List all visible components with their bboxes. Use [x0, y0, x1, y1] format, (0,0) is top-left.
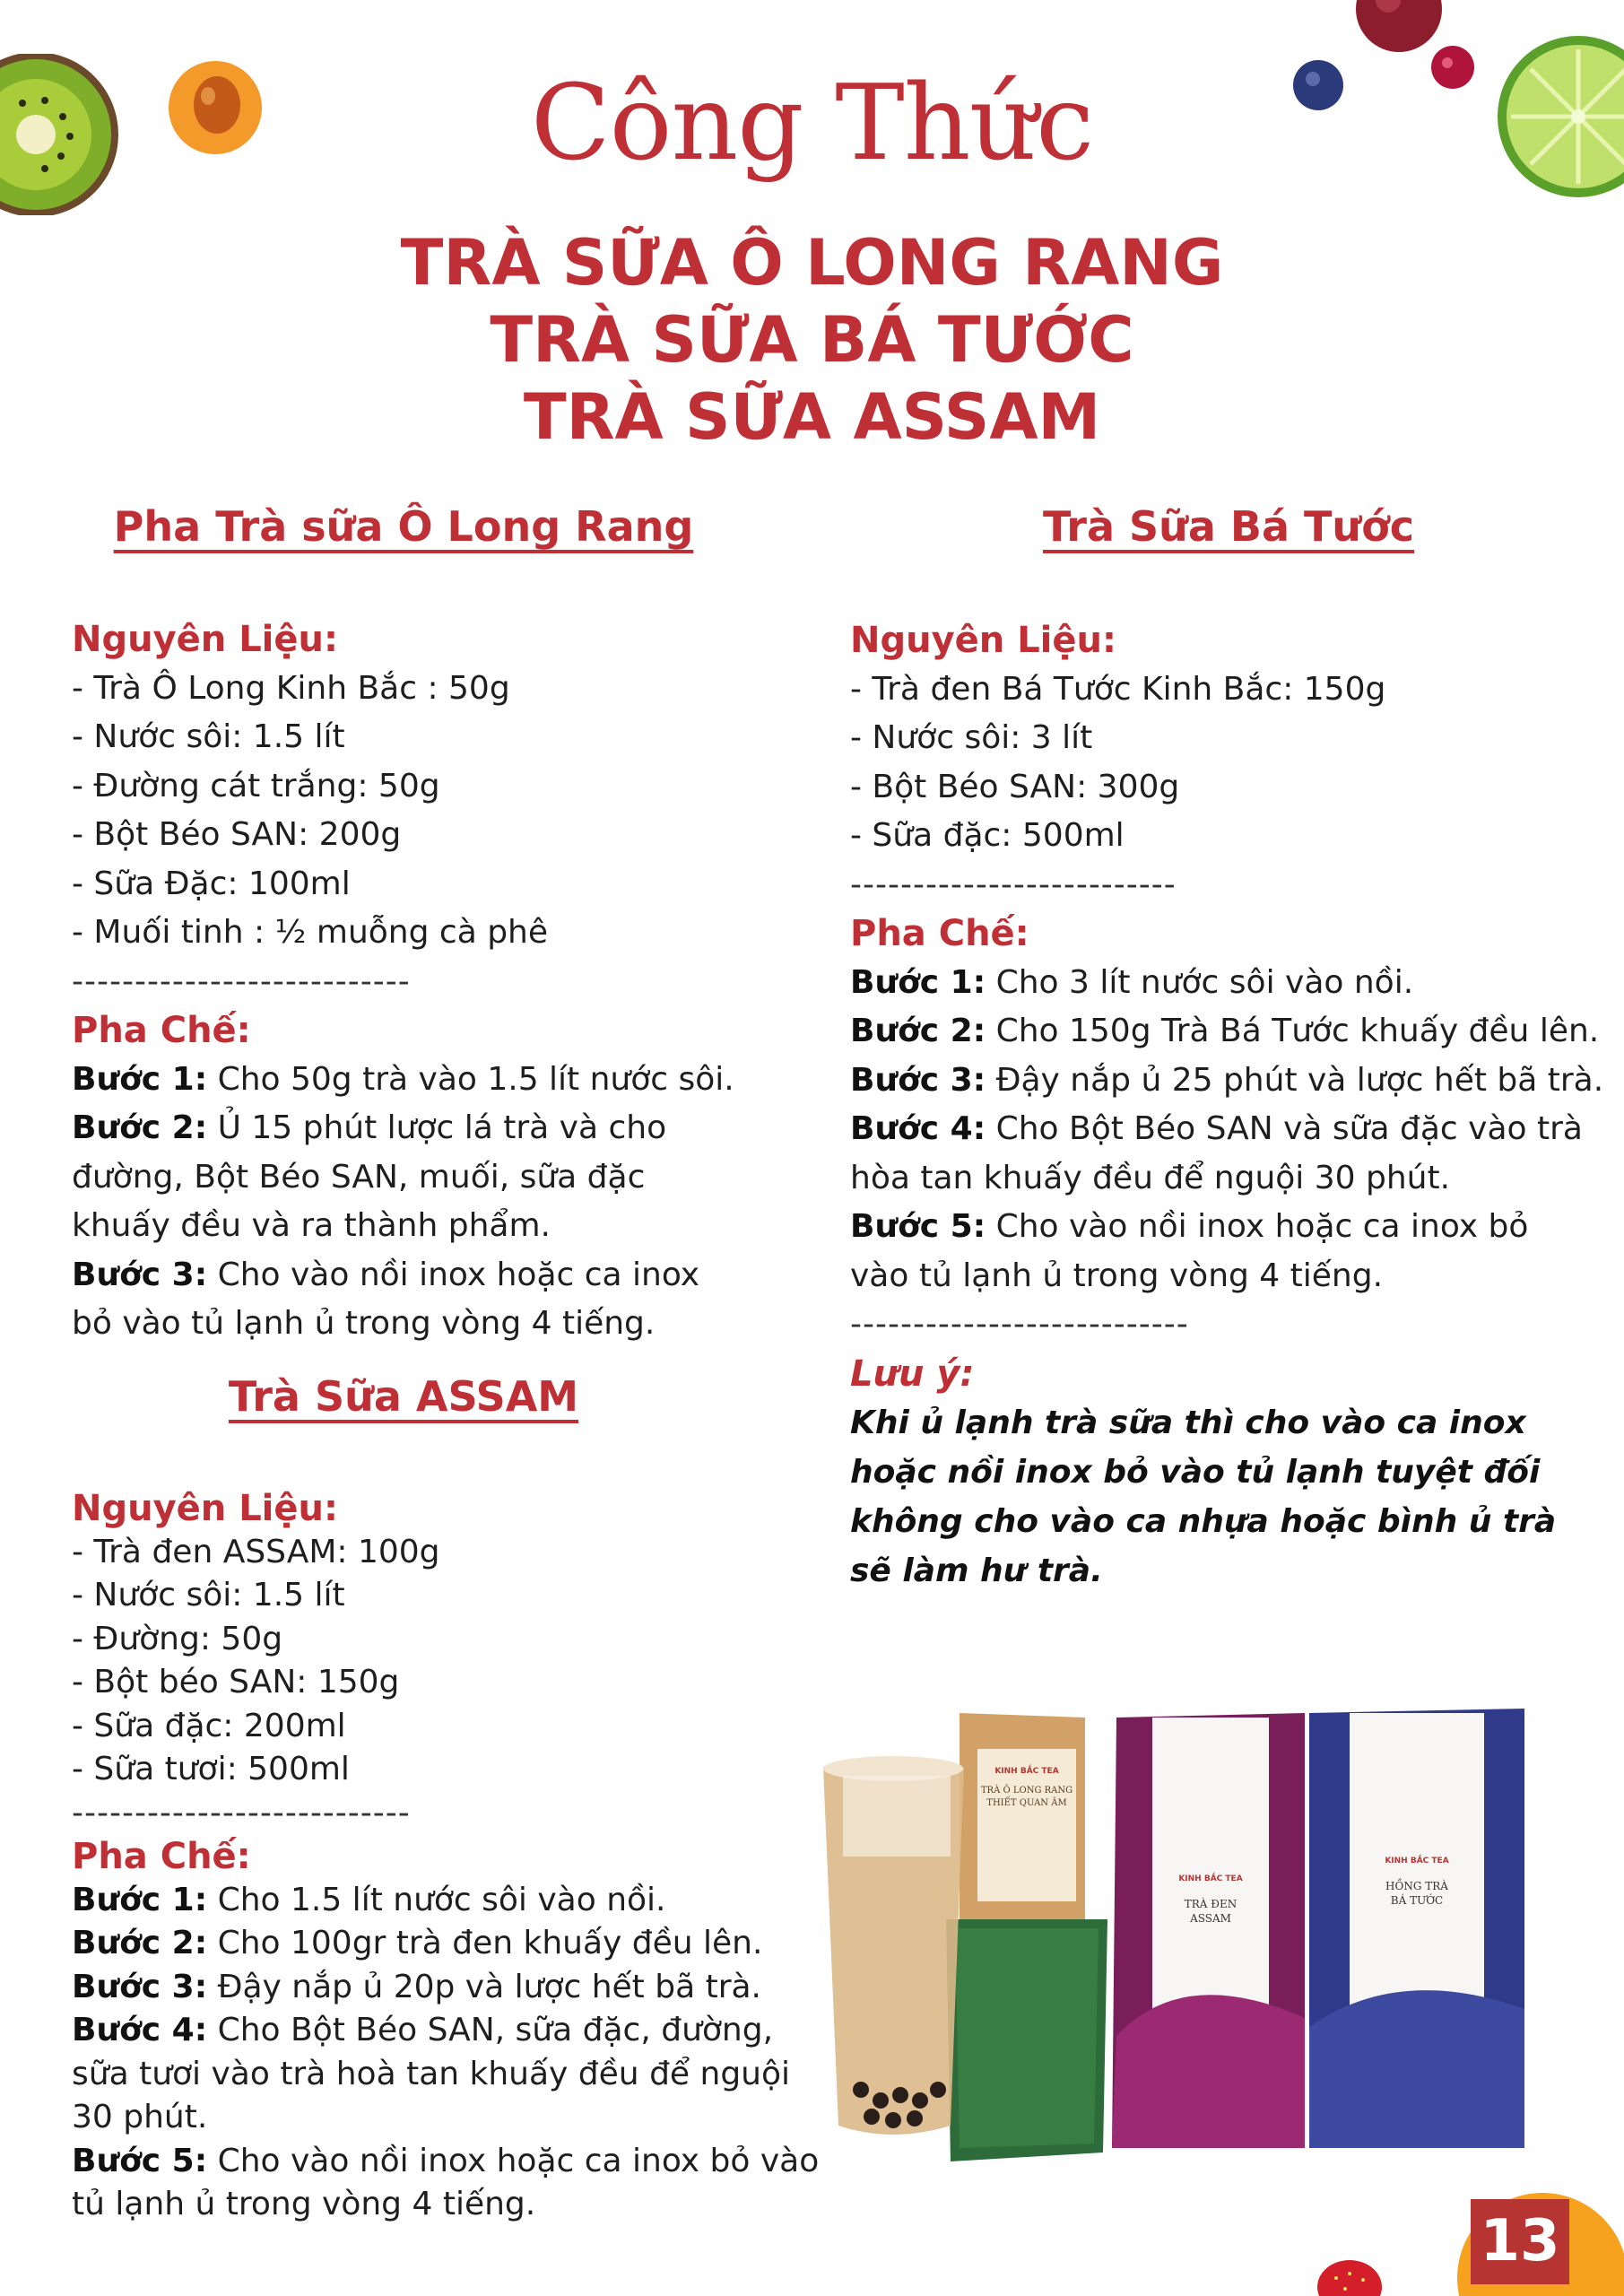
list-item: - Bột Béo SAN: 300g: [850, 768, 1180, 805]
step-label: Bước 4:: [72, 2012, 208, 2048]
step-label: Bước 4:: [850, 1110, 986, 1147]
list-item: - Muối tinh : ½ muỗng cà phê: [72, 914, 549, 951]
step: [72, 2140, 843, 2184]
olong-recipe: [72, 615, 807, 1349]
bag-label-line: HỒNG TRÀ: [1385, 1880, 1448, 1892]
strawberry-decoration: [1309, 2242, 1390, 2296]
step: [72, 2009, 843, 2053]
step-text: Cho 100gr trà đen khuấy đều lên.: [207, 1925, 763, 1961]
list-item: - Đường cát trắng: 50g: [72, 767, 440, 804]
step-text: khuấy đều và ra thành phẩm.: [72, 1207, 551, 1244]
page-title: Công Thức: [530, 63, 1094, 184]
bag-label-line: THIẾT QUAN ÂM: [986, 1798, 1067, 1808]
step-text: Cho 50g trà vào 1.5 lít nước sôi.: [207, 1060, 734, 1098]
recipe-titles: [0, 224, 1624, 456]
list-item: - Nước sôi: 1.5 lít: [72, 718, 345, 755]
note-body: [850, 1398, 1612, 1596]
divider: ---------------------------: [72, 1794, 411, 1831]
list-item: - Sữa đặc: 200ml: [72, 1707, 346, 1744]
step: [850, 1007, 1612, 1057]
list-item: - Bột Béo SAN: 200g: [72, 816, 402, 853]
list-item: - Trà đen Bá Tước Kinh Bắc: 150g: [850, 670, 1386, 708]
page-number: 13: [1471, 2199, 1569, 2284]
step: [72, 1922, 843, 1966]
list-item: - Sữa đặc: 500ml: [850, 817, 1125, 854]
step: [72, 1966, 843, 2010]
step: [850, 1057, 1612, 1106]
assam-method-header: Pha Chế:: [72, 1836, 251, 1877]
olong-section-title: Pha Trà sữa Ô Long Rang: [113, 502, 694, 551]
main-title-batuoc: TRÀ SỮA BÁ TƯỚC: [490, 303, 1134, 377]
assam-recipe: [72, 1487, 843, 2227]
step-text: tủ lạnh ủ trong vòng 4 tiếng.: [72, 2186, 536, 2222]
bag-label-batuoc: [1350, 1879, 1484, 1908]
bag-label-line: ASSAM: [1190, 1912, 1231, 1925]
assam-ingredients-header: Nguyên Liệu:: [72, 1488, 338, 1529]
list-item: - Sữa Đặc: 100ml: [72, 865, 351, 902]
step-text: 30 phút.: [72, 2099, 208, 2135]
step: [72, 1056, 807, 1105]
step-label: Bước 2:: [850, 1013, 986, 1049]
step-label: Bước 5:: [72, 2142, 208, 2179]
step-text: Cho 3 lít nước sôi vào nồi.: [986, 963, 1414, 1001]
main-title-assam: TRÀ SỮA ASSAM: [523, 380, 1101, 454]
step: [850, 1203, 1612, 1252]
step-text: bỏ vào tủ lạnh ủ trong vòng 4 tiếng.: [72, 1305, 656, 1342]
list-item: - Sữa tươi: 500ml: [72, 1751, 350, 1787]
product-photo: [807, 1695, 1614, 2197]
step-label: Bước 5:: [850, 1208, 986, 1245]
note-line: hoặc nồi inox bỏ vào tủ lạnh tuyệt đối: [850, 1454, 1541, 1491]
bag-label-assam: [1152, 1897, 1269, 1926]
note-header: Lưu ý:: [850, 1352, 975, 1395]
divider: ---------------------------: [72, 962, 411, 1000]
step-label: Bước 1:: [72, 1881, 208, 1918]
bag-brand-2: KINH BẮC TEA: [1178, 1874, 1243, 1883]
list-item: - Trà đen ASSAM: 100g: [72, 1533, 440, 1570]
step-text: hòa tan khuấy đều để nguội 30 phút.: [850, 1159, 1451, 1196]
step-text: vào tủ lạnh ủ trong vòng 4 tiếng.: [850, 1257, 1384, 1294]
step-text: Cho Bột Béo SAN và sữa đặc vào trà: [986, 1110, 1583, 1147]
olong-method-header: Pha Chế:: [72, 1010, 251, 1051]
bag-brand-1: KINH BẮC TEA: [994, 1767, 1059, 1776]
batuoc-recipe: [850, 616, 1612, 1596]
step-label: Bước 1:: [850, 963, 986, 1001]
step: [850, 1105, 1612, 1154]
bag-label-line: TRÀ ĐEN: [1184, 1898, 1238, 1910]
step-label: Bước 3:: [850, 1061, 986, 1099]
list-item: - Trà Ô Long Kinh Bắc : 50g: [72, 669, 510, 707]
step-label: Bước 3:: [72, 1256, 208, 1293]
divider: --------------------------: [850, 865, 1177, 903]
note-line: Khi ủ lạnh trà sữa thì cho vào ca inox: [850, 1405, 1526, 1441]
step-text: Ủ 15 phút lược lá trà và cho: [207, 1109, 667, 1146]
list-item: - Nước sôi: 1.5 lít: [72, 1577, 345, 1613]
step-text: Cho vào nồi inox hoặc ca inox bỏ vào: [207, 2142, 820, 2179]
step-text: Đậy nắp ủ 20p và lược hết bã trà.: [207, 1968, 761, 2005]
step-label: Bước 2:: [72, 1925, 208, 1961]
note-line: sẽ làm hư trà.: [850, 1552, 1103, 1589]
step-label: Bước 1:: [72, 1060, 208, 1098]
step: [72, 1879, 843, 1923]
olong-ingredients-header: Nguyên Liệu:: [72, 619, 338, 660]
divider: ---------------------------: [850, 1306, 1189, 1343]
step-text: đường, Bột Béo SAN, muối, sữa đặc: [72, 1158, 646, 1196]
step-text: Cho 150g Trà Bá Tước khuấy đều lên.: [986, 1013, 1600, 1049]
step-text: Cho 1.5 lít nước sôi vào nồi.: [207, 1881, 666, 1918]
list-item: - Bột béo SAN: 150g: [72, 1664, 400, 1700]
step-text: sữa tươi vào trà hoà tan khuấy đều để nguội: [72, 2055, 791, 2092]
batuoc-ingredients-header: Nguyên Liệu:: [850, 620, 1116, 661]
batuoc-section-title: Trà Sữa Bá Tước: [1042, 502, 1415, 551]
product-illustration: [807, 1695, 1614, 2197]
step-text: Đậy nắp ủ 25 phút và lược hết bã trà.: [986, 1061, 1604, 1099]
bag-label-line: TRÀ Ô LONG RANG: [980, 1786, 1073, 1796]
assam-section-title: Trà Sữa ASSAM: [228, 1372, 579, 1421]
step: [72, 1104, 807, 1153]
step: [850, 959, 1612, 1008]
step: [72, 1251, 807, 1300]
batuoc-method-header: Pha Chế:: [850, 913, 1029, 954]
list-item: - Nước sôi: 3 lít: [850, 719, 1093, 756]
step-text: Cho vào nồi inox hoặc ca inox: [207, 1256, 700, 1293]
step-text: Cho vào nồi inox hoặc ca inox bỏ: [986, 1208, 1529, 1245]
bag-label-olong: [977, 1785, 1076, 1810]
step-label: Bước 3:: [72, 1968, 208, 2005]
note-line: không cho vào ca nhựa hoặc bình ủ trà: [850, 1503, 1557, 1540]
list-item: - Đường: 50g: [72, 1620, 283, 1657]
bag-label-line: BÁ TƯỚC: [1390, 1894, 1444, 1907]
main-title-olong: TRÀ SỮA Ô LONG RANG: [400, 226, 1224, 300]
step-label: Bước 2:: [72, 1109, 208, 1146]
step-text: Cho Bột Béo SAN, sữa đặc, đường,: [207, 2012, 774, 2048]
bag-brand-3: KINH BẮC TEA: [1385, 1857, 1449, 1866]
